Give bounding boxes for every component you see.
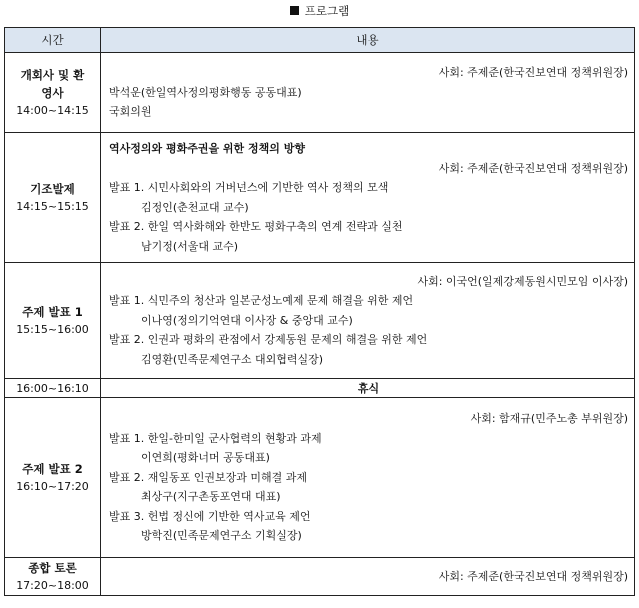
content-cell [101, 558, 635, 596]
black-square-icon [290, 6, 299, 15]
table-header-row [5, 28, 635, 53]
session-name: 주제 발표 1 [22, 304, 83, 319]
session-name: 개회사 및 환영사 [20, 67, 85, 100]
moderator: 사회: 주제준(한국진보연대 정책위원장) [438, 569, 628, 583]
time-cell [5, 379, 101, 398]
header-time: 시간 [5, 28, 101, 53]
content-cell [101, 53, 635, 133]
session-time: 14:00~14:15 [16, 103, 89, 117]
time-cell [5, 133, 101, 263]
talk-title: 발표 2. 재일동포 인권보장과 미해결 과제 [109, 470, 307, 484]
speaker-line: 국회의원 [109, 105, 152, 119]
program-title: 프로그램 [0, 3, 639, 19]
talk-title: 발표 2. 한일 역사화해와 한반도 평화구축의 연계 전략과 실천 [109, 220, 403, 233]
table-row [5, 558, 635, 596]
talk-speaker: 김정인(춘천교대 교수) [141, 200, 249, 214]
session-name: 기조발제 [30, 181, 75, 196]
talk-speaker: 김영환(민족문제연구소 대외협력실장) [141, 352, 324, 366]
content-cell [101, 398, 635, 558]
content-cell [101, 133, 635, 263]
time-cell [5, 398, 101, 558]
session-time: 17:20~18:00 [16, 578, 89, 592]
time-cell [5, 263, 101, 379]
time-cell [5, 53, 101, 133]
moderator: 사회: 주제준(한국진보연대 정책위원장) [438, 66, 628, 80]
speaker-line: 박석운(한일역사정의평화행동 공동대표) [109, 85, 302, 99]
table-row [5, 379, 635, 398]
moderator: 사회: 이국언(일제강제동원시민모임 이사장) [417, 274, 628, 288]
talk-speaker: 방학진(민족문제연구소 기획실장) [141, 529, 302, 543]
talk-speaker: 이연희(평화너머 공동대표) [141, 451, 270, 465]
talk-title: 발표 1. 시민사회와의 거버넌스에 기반한 역사 정책의 모색 [109, 181, 389, 194]
moderator: 사회: 함재규(민주노총 부위원장) [470, 412, 628, 426]
talk-title: 발표 1. 식민주의 청산과 일본군성노예제 문제 해결을 위한 제언 [109, 294, 414, 308]
talk-speaker: 이나영(정의기억연대 이사장 & 중앙대 교수) [141, 313, 353, 327]
content-cell [101, 263, 635, 379]
talk-speaker: 최상구(지구촌동포연대 대표) [141, 490, 281, 504]
header-content: 내용 [101, 28, 635, 53]
moderator: 사회: 주제준(한국진보연대 정책위원장) [438, 161, 628, 175]
session-name: 종합 토론 [28, 560, 77, 575]
session-time: 16:10~17:20 [16, 479, 89, 493]
session-time: 14:15~15:15 [16, 199, 89, 213]
table-row [5, 263, 635, 379]
break-label: 휴식 [101, 379, 635, 398]
table-row [5, 398, 635, 558]
talk-title: 발표 2. 인권과 평화의 관점에서 강제동원 문제의 해결을 위한 제언 [109, 333, 428, 347]
talk-title: 발표 1. 한일-한미일 군사협력의 현황과 과제 [109, 431, 322, 445]
keynote-heading: 역사정의와 평화주권을 위한 정책의 방향 [109, 142, 305, 155]
table-row [5, 133, 635, 263]
break-time: 16:00~16:10 [16, 381, 89, 395]
program-table [4, 27, 635, 596]
session-name: 주제 발표 2 [22, 461, 83, 476]
talk-title: 발표 3. 헌법 정신에 기반한 역사교육 제언 [109, 509, 311, 523]
session-time: 15:15~16:00 [16, 322, 89, 336]
table-row [5, 53, 635, 133]
time-cell [5, 558, 101, 596]
talk-speaker: 남기정(서울대 교수) [141, 239, 239, 253]
